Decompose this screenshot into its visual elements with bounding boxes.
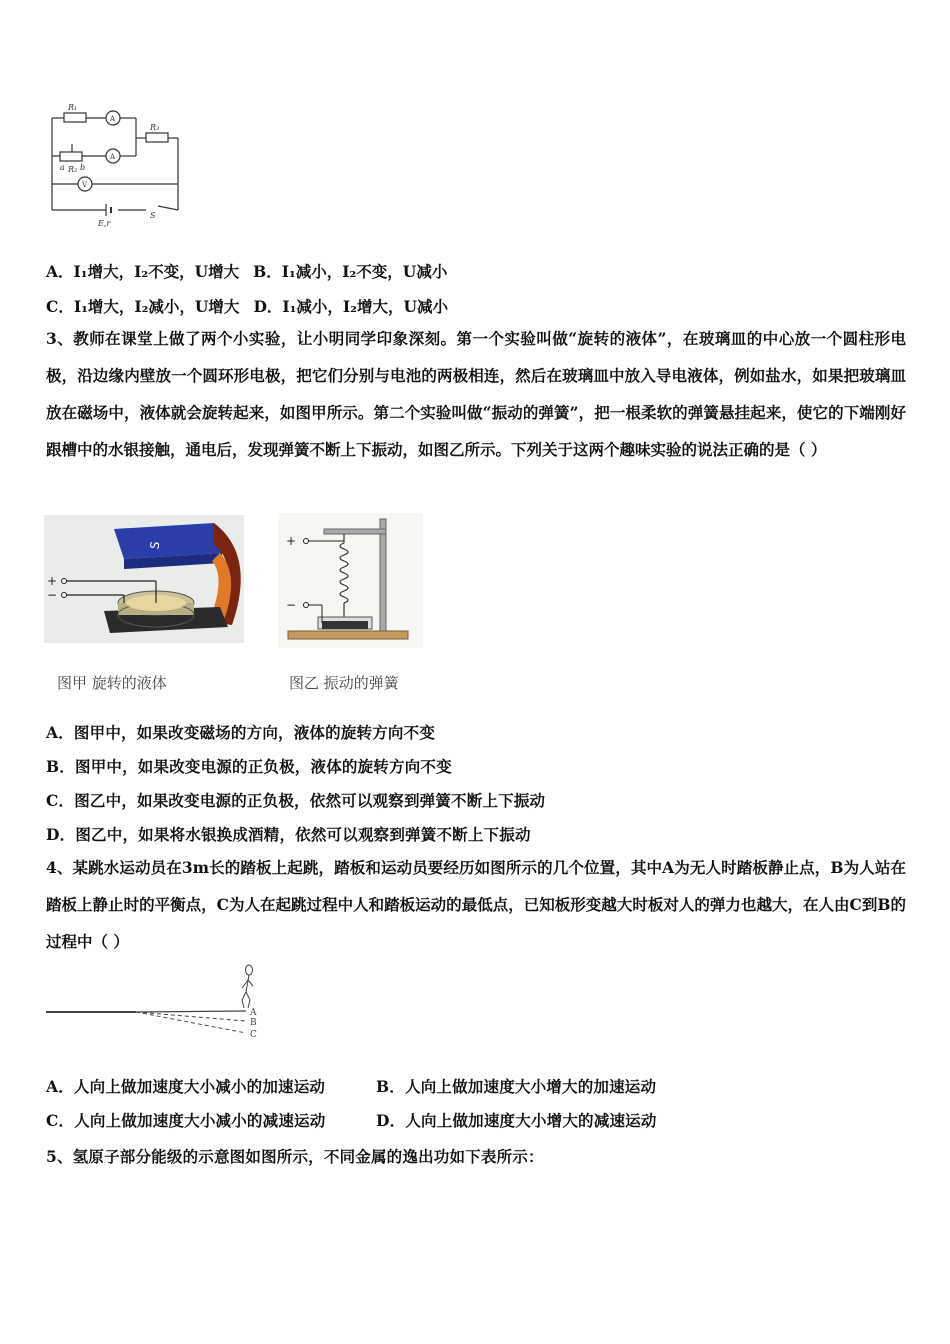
diving-board-figure	[46, 962, 266, 1046]
q4-option-b[interactable]: B．人向上做加速度大小增大的加速运动	[376, 1077, 657, 1096]
vibrating-spring-figure	[278, 513, 423, 648]
q2-options-row-1	[46, 260, 447, 282]
point-c-label: C	[250, 1030, 257, 1040]
plus-label-a: +	[47, 574, 58, 588]
svg-text:V: V	[82, 181, 88, 189]
q3-option-a[interactable]: A．图甲中，如果改变磁场的方向，液体的旋转方向不变	[46, 723, 436, 742]
svg-text:E,r: E,r	[98, 219, 111, 228]
q3-option-d[interactable]: D．图乙中，如果将水银换成酒精，依然可以观察到弹簧不断上下振动	[46, 825, 531, 844]
point-b-label: B	[250, 1018, 257, 1028]
circuit-diagram	[46, 98, 186, 233]
q2-option-d[interactable]: D．I₁减小，I₂增大，U减小	[253, 297, 448, 316]
figure-a-caption: 图甲 旋转的液体	[57, 674, 167, 692]
svg-text:A: A	[110, 153, 116, 161]
q4-option-a[interactable]: A．人向上做加速度大小减小的加速运动	[46, 1077, 326, 1096]
svg-text:R₂: R₂	[68, 165, 78, 174]
q3-option-c[interactable]: C．图乙中，如果改变电源的正负极，依然可以观察到弹簧不断上下振动	[46, 791, 546, 810]
rotating-liquid-figure	[44, 515, 244, 643]
minus-label-a: −	[47, 588, 58, 602]
minus-label-b: −	[286, 598, 297, 612]
svg-text:b: b	[80, 163, 86, 172]
plus-label-b: +	[286, 534, 297, 548]
q2-option-a[interactable]: A．I₁增大，I₂不变，U增大	[46, 262, 240, 281]
figure-b-caption: 图乙 振动的弹簧	[289, 674, 399, 692]
svg-text:S: S	[150, 211, 156, 220]
q4-option-d[interactable]: D．人向上做加速度大小增大的减速运动	[376, 1111, 657, 1130]
q5-stem: 5、氢原子部分能级的示意图如图所示，不同金属的逸出功如下表所示：	[46, 1147, 544, 1166]
q3-stem: 3、教师在课堂上做了两个小实验，让小明同学印象深刻。第一个实验叫做“旋转的液体”，在玻璃皿的中心放一个圆柱形电极，沿边缘内壁放一个圆环形电极，把它们分别与电池的两极相连，然后在玻璃皿中放入导电液体，例如盐水，如果把玻璃皿放在磁场中，液体就会旋转起来，如图甲所示。第二个实验叫做“振动的弹簧”，把一根柔软的弹簧悬挂起来，使它的下端刚好跟槽中的水银接触，通电后，发现弹簧不断上下振动，如图乙所示。下列关于这两个趣味实验的说法正确的是（ ）	[46, 329, 906, 459]
svg-text:a: a	[60, 163, 65, 172]
point-a-label: A	[250, 1008, 257, 1018]
magnet-s-label: S	[147, 540, 163, 551]
svg-text:R₃: R₃	[150, 123, 160, 132]
q4-option-c[interactable]: C．人向上做加速度大小减小的减速运动	[46, 1111, 326, 1130]
svg-text:R₁: R₁	[68, 103, 78, 112]
q2-option-c[interactable]: C．I₁增大，I₂减小，U增大	[46, 297, 240, 316]
svg-text:A: A	[110, 115, 116, 123]
q4-stem: 4、某跳水运动员在3m长的踏板上起跳，踏板和运动员要经历如图所示的几个位置，其中A为无人时踏板静止点，B为人站在踏板上静止时的平衡点，C为人在起跳过程中人和踏板运动的最低点，已知板形变越大时板对人的弹力也越大，在人由C到B的过程中（ ）	[46, 858, 906, 951]
q2-option-b[interactable]: B．I₁减小，I₂不变，U减小	[253, 262, 448, 281]
q3-option-b[interactable]: B．图甲中，如果改变电源的正负极，液体的旋转方向不变	[46, 757, 452, 776]
q2-options-row-2	[46, 295, 448, 317]
